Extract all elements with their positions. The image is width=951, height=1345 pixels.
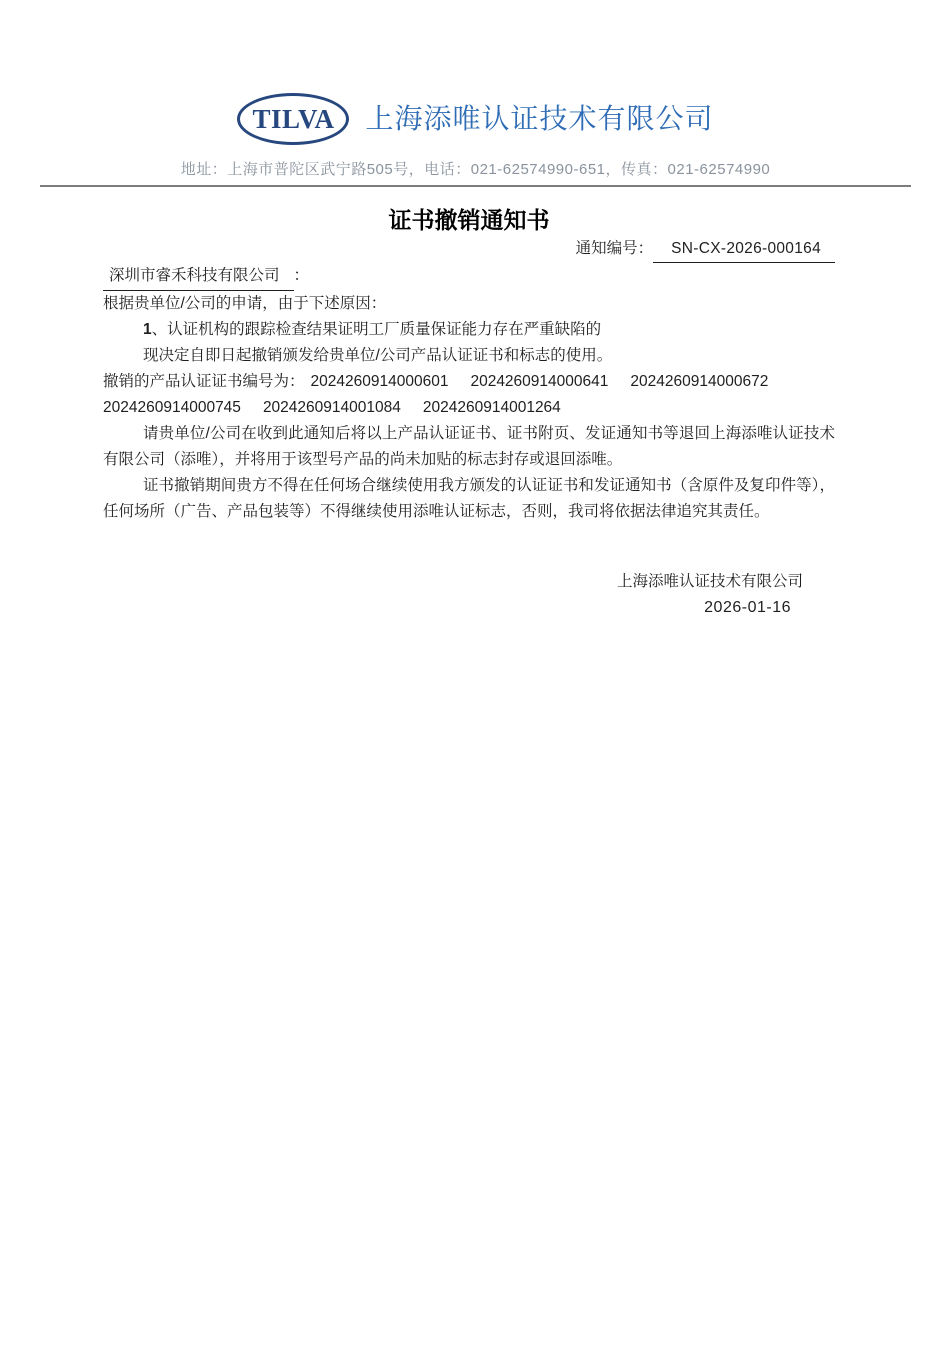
certificate-list-label: 撤销的产品认证证书编号为： <box>103 373 305 390</box>
signature-date: 2026-01-16 <box>704 599 791 616</box>
tilva-logo-oval <box>237 93 349 145</box>
notice-number-line <box>103 237 835 263</box>
document-title: 证书撤销通知书 <box>388 207 550 233</box>
certificate-number: 2024260914000745 <box>103 399 241 416</box>
recipient-line <box>103 263 835 291</box>
certificate-numbers-line1 <box>103 369 835 395</box>
certificate-number: 2024260914001084 <box>262 399 401 416</box>
letterhead-company-name: 上海添唯认证技术有限公司 <box>365 103 714 135</box>
certificate-numbers-line2 <box>103 395 835 421</box>
reason-number: 1 <box>143 321 152 338</box>
paragraph-return-certificates: 请贵单位/公司在收到此通知后将以上产品认证证书、证书附页、发证通知书等退回上海添唯认证技术有限公司（添唯），并将用于该型号产品的尚未加贴的标志封存或退回添唯。 <box>103 425 835 468</box>
cert-numbers-slot-1 <box>305 373 769 390</box>
document-body <box>0 203 951 621</box>
reason-separator: 、 <box>151 321 168 338</box>
reason-text: 认证机构的跟踪检查结果证明工厂质量保证能力存在严重缺陷的 <box>167 321 602 338</box>
certificate-number: 2024260914000672 <box>630 373 769 390</box>
letterhead <box>0 0 951 145</box>
signature-company: 上海添唯认证技术有限公司 <box>616 573 803 590</box>
decision-line: 现决定自即日起撤销颁发给贵单位/公司产品认证证书和标志的使用。 <box>143 347 613 364</box>
letterhead-address: 地址：上海市普陀区武宁路505号，电话：021-62574990-651，传真：021-62574990 <box>180 161 771 178</box>
header-divider <box>40 185 911 187</box>
reason-line <box>103 317 835 343</box>
certificate-number: 2024260914000641 <box>470 373 609 390</box>
certificate-number: 2024260914000601 <box>310 373 449 390</box>
recipient-company: 深圳市睿禾科技有限公司 <box>103 263 294 291</box>
recipient-colon: ： <box>293 267 310 284</box>
notice-number-label: 通知编号： <box>575 240 654 257</box>
tilva-logo-text: TILVA <box>252 103 335 134</box>
signature-block <box>103 569 803 621</box>
intro-line: 根据贵单位/公司的申请，由于下述原因： <box>103 295 387 312</box>
certificate-number: 2024260914001264 <box>422 399 561 416</box>
paragraph-prohibition: 证书撤销期间贵方不得在任何场合继续使用我方颁发的认证证书和发证通知书（含原件及复印件等），任何场所（广告、产品包装等）不得继续使用添唯认证标志，否则，我司将依据法律追究其责任。 <box>103 477 835 520</box>
notice-number-value: SN-CX-2026-000164 <box>653 237 835 263</box>
